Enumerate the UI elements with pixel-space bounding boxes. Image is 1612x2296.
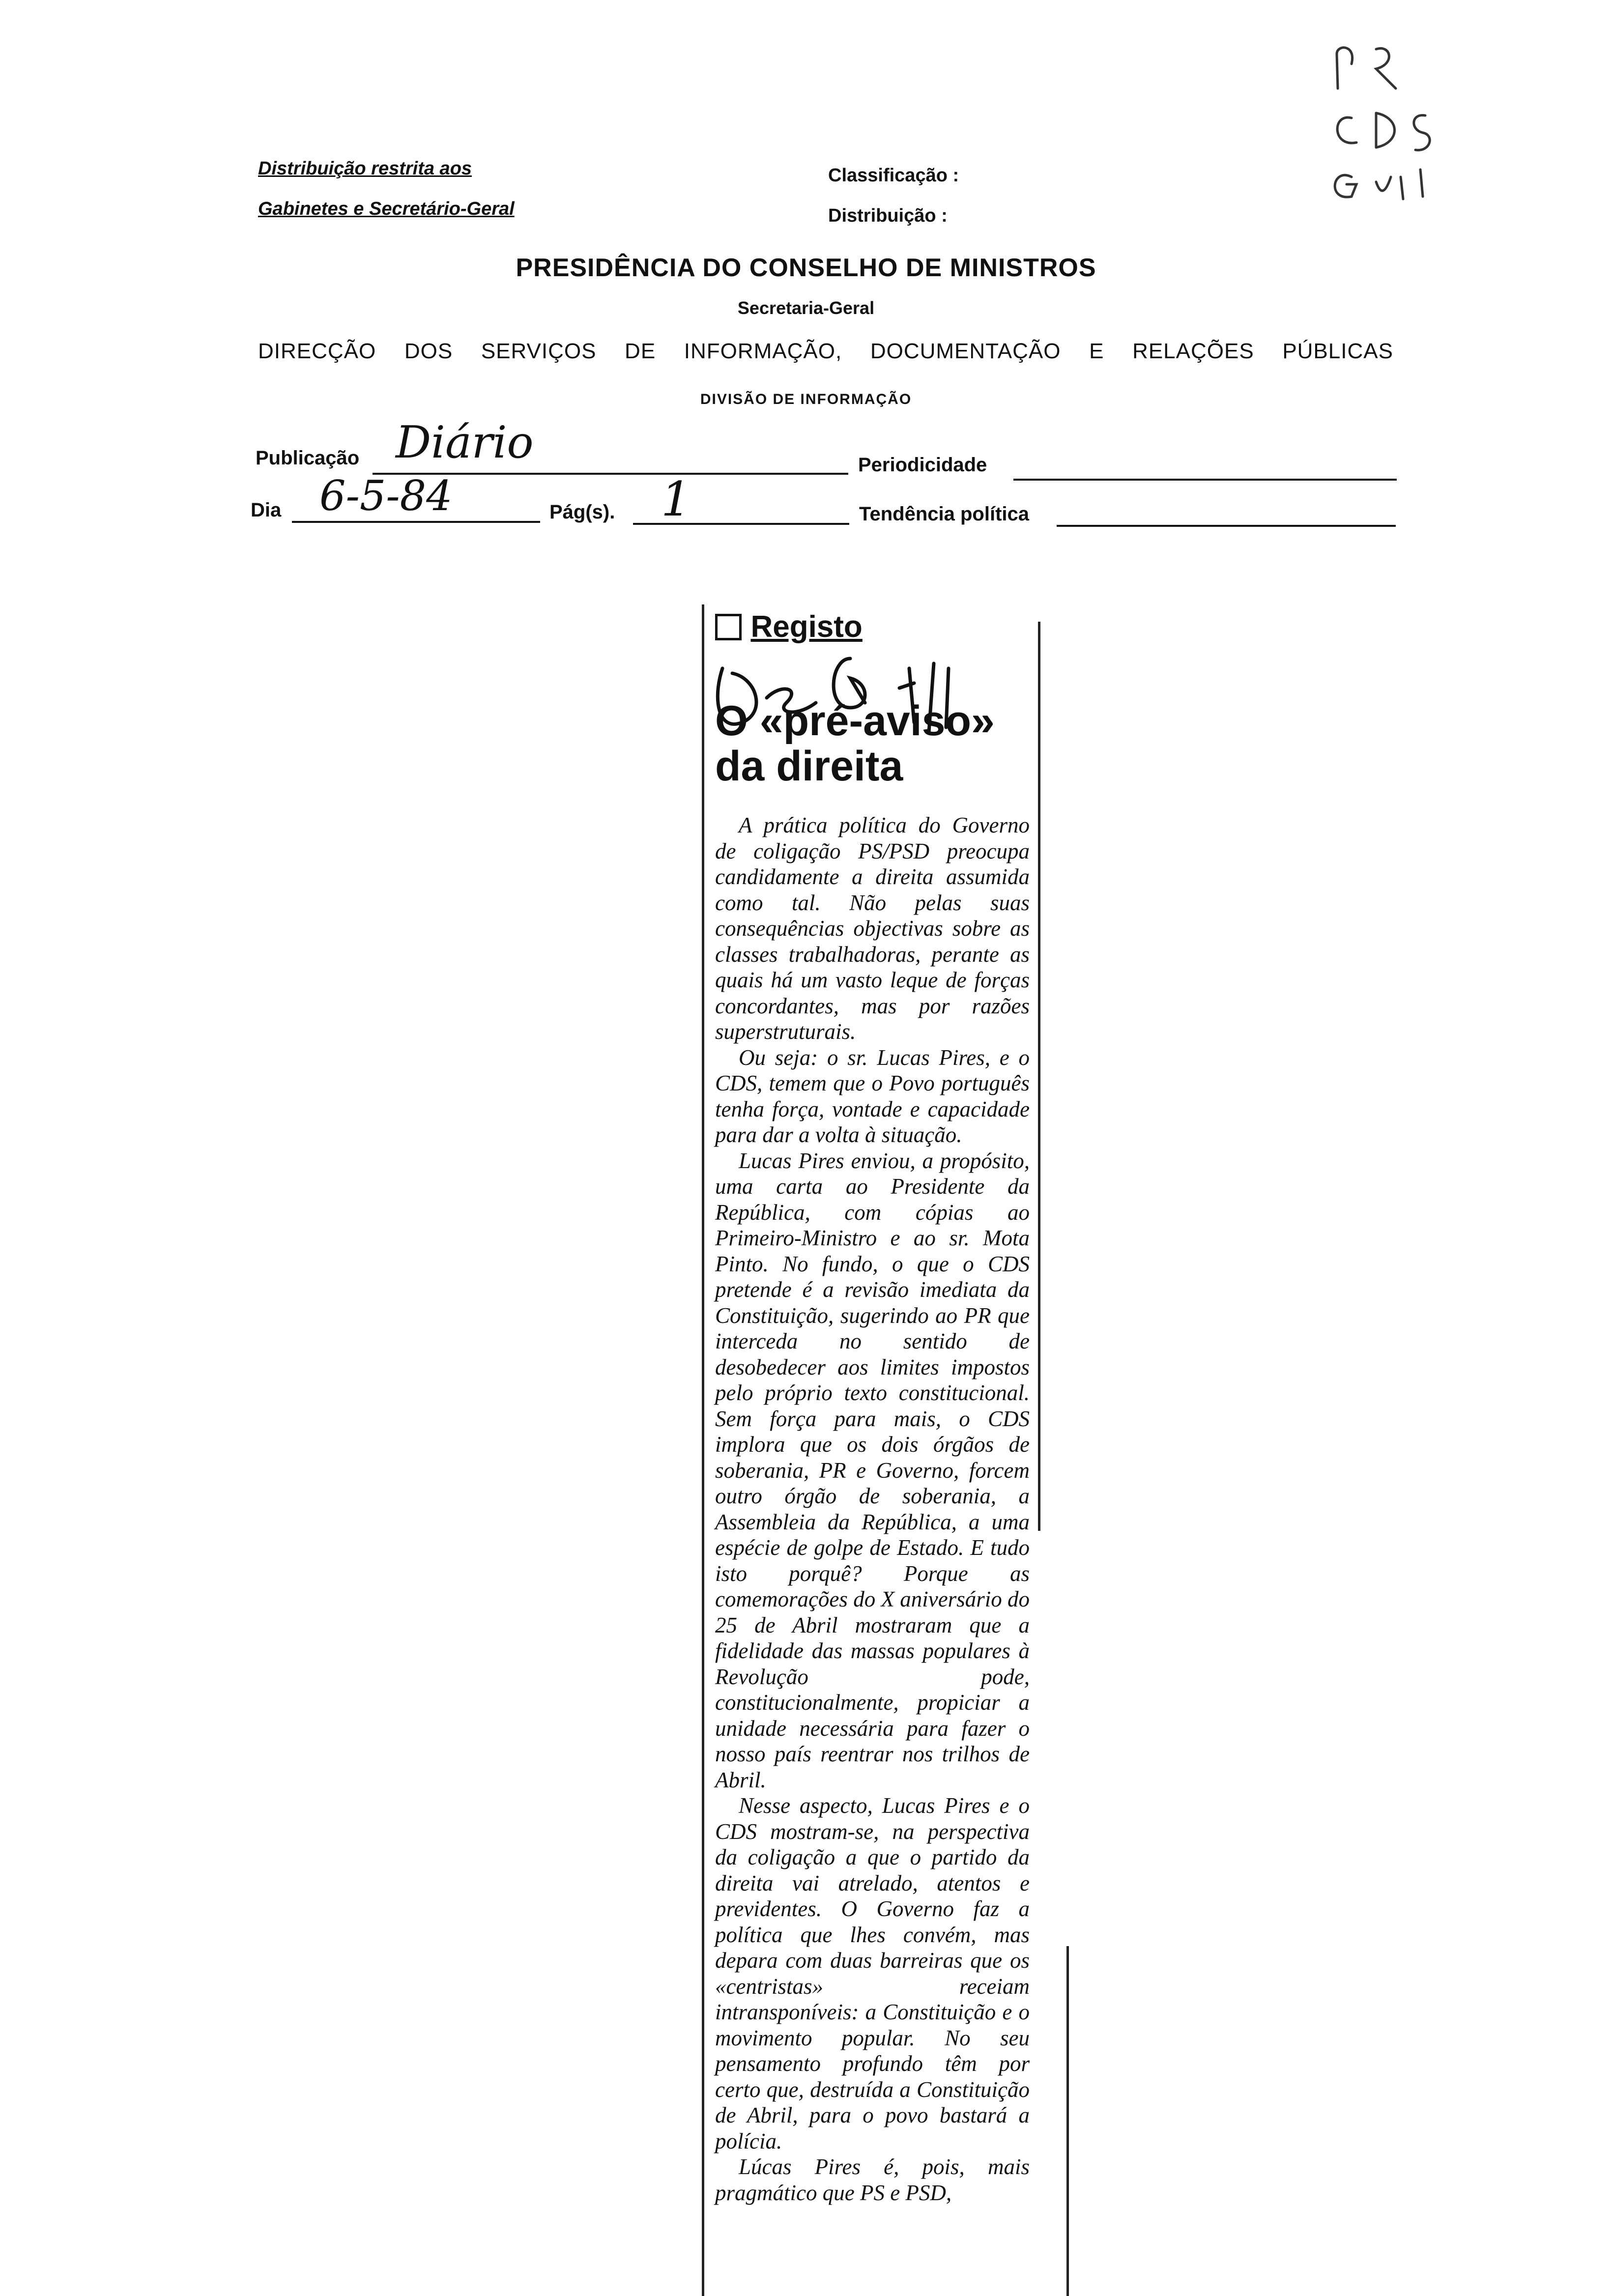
directorate-line: [258, 339, 1393, 364]
classification-label: Classificação :: [828, 165, 959, 186]
restricted-distribution-line2: Gabinetes e Secretário-Geral: [258, 199, 515, 219]
directorate-word: DIRECÇÃO: [258, 339, 376, 363]
directorate-word: PÚBLICAS: [1282, 339, 1393, 363]
political-tendency-field-line: [1057, 525, 1396, 527]
day-handwritten-value: 6-5-84: [319, 472, 453, 520]
restricted-distribution-line1: Distribuição restrita aos: [258, 158, 472, 179]
headline-line-1: O «pré-aviso»: [715, 697, 995, 745]
column-rule-right-upper: [1038, 622, 1040, 1531]
newspaper-article: [715, 609, 1030, 2206]
article-paragraph: A prática política do Governo de coligação PS/PSD preocupa candidamente a direita assumida como tal. Não pelas suas consequências objectivas sobre as classes trabalhadoras, perante as quais há um vasto leque de forças concordantes, mas por razões superstruturais.: [715, 813, 1030, 1044]
periodicity-label: Periodicidade: [858, 454, 987, 476]
directorate-word: DOS: [404, 339, 453, 363]
handwritten-article-annotation: [703, 624, 978, 737]
directorate-word: RELAÇÕES: [1132, 339, 1254, 363]
division-label: DIVISÃO DE INFORMAÇÃO: [700, 391, 912, 407]
article-paragraph: Nesse aspecto, Lucas Pires e o CDS mostram-se, na perspectiva da coligação a que o partido da direita vai atrelado, atentos e previdentes. O Governo faz a política que lhes convém, mas depara com duas barreiras que os «centristas» receiam intransponíveis: a Constituição e o movimento popular. No seu pensamento profundo têm por certo que, destruída a Constituição de Abril, para o povo bastará a polícia.: [715, 1793, 1030, 2153]
organization-title: PRESIDÊNCIA DO CONSELHO DE MINISTROS: [516, 254, 1096, 282]
article-paragraph: Lucas Pires enviou, a propósito, uma carta ao Presidente da República, com cópias ao Primeiro-Ministro e ao sr. Mota Pinto. No fundo, o que o CDS pretende é a revisão imediata da Constituição, sugerindo ao PR que interceda no sentido de desobedecer aos limites impostos pelo próprio texto constitucional. Sem força para mais, o CDS implora que os dois órgãos de soberania, PR e Governo, forcem outro órgão de soberania, a Assembleia da República, a uma espécie de golpe de Estado. E tudo isto porquê? Porque as comemorações do X aniversário do 25 de Abril mostraram que a fidelidade das massas populares à Revolução pode, constitucionalmente, propiciar a unidade necessária para fazer o nosso país reentrar nos trilhos de Abril.: [715, 1148, 1030, 1792]
handwritten-corner-annotation: [1322, 34, 1445, 201]
article-paragraph: Ou seja: o sr. Lucas Pires, e o CDS, temem que o Povo português tenha força, vontade e capacidade para dar a volta à situação.: [715, 1045, 1030, 1147]
headline-line-2: da direita: [715, 743, 903, 790]
directorate-word: INFORMAÇÃO,: [684, 339, 842, 363]
political-tendency-label: Tendência política: [859, 503, 1029, 525]
pages-label: Pág(s).: [549, 501, 615, 523]
distribution-label: Distribuição :: [828, 205, 948, 226]
pages-handwritten-value: 1: [661, 472, 691, 527]
article-kicker: Registo: [750, 610, 863, 644]
article-body: [715, 812, 1030, 2206]
directorate-word: DE: [625, 339, 656, 363]
day-label: Dia: [251, 499, 282, 521]
day-field-line: [292, 521, 540, 523]
directorate-word: SERVIÇOS: [481, 339, 597, 363]
article-paragraph: Lúcas Pires é, pois, mais pragmático que PS e PSD,: [715, 2154, 1030, 2205]
column-rule-left: [702, 604, 704, 2296]
directorate-word: DOCUMENTAÇÃO: [870, 339, 1061, 363]
column-rule-right-lower: [1066, 1946, 1069, 2296]
publication-handwritten-value: Diário: [396, 417, 534, 468]
periodicity-field-line: [1013, 479, 1397, 481]
secretariat-subtitle: Secretaria-Geral: [737, 298, 875, 318]
publication-label: Publicação: [256, 447, 360, 469]
directorate-word: E: [1089, 339, 1104, 363]
